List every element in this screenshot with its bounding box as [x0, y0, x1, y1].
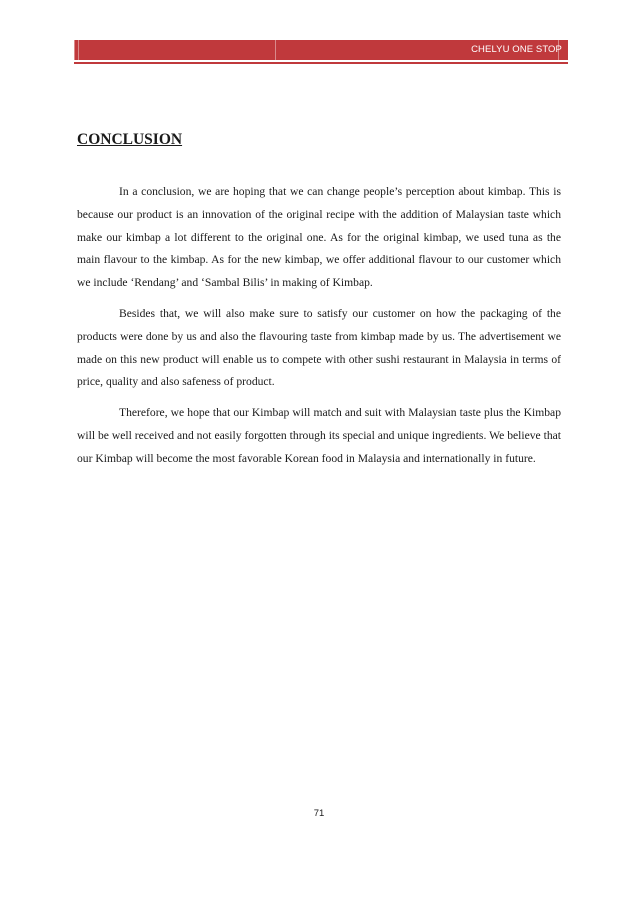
page-title: CONCLUSION: [77, 131, 183, 148]
header-title: CHELYU ONE STOP: [471, 44, 562, 55]
document-body: [77, 130, 561, 479]
paragraph-1: In a conclusion, we are hoping that we can change people’s perception about kimbap. This is because our product is an innovation of the original recipe with the addition of Malaysian taste which make our kimbap a lot different to the original one. As for the original kimbap, we used tuna as the main flavour to the kimbap. As for the new kimbap, we offer additional flavour to our customer which we include ‘Rendang’ and ‘Sambal Bilis’ in making of Kimbap.: [77, 185, 561, 290]
paragraph-2: Besides that, we will also make sure to satisfy our customer on how the packaging of the products were done by us and also the flavouring taste from kimbap made by us. The advertisement we made on this new product will enable us to compete with other sushi restaurant in Malaysia in terms of price, quality and also safeness of product.: [77, 306, 561, 389]
header-divider: [74, 62, 568, 64]
page-number: 71: [313, 808, 325, 819]
header-bar: [74, 40, 568, 60]
header-cell: [79, 40, 276, 60]
paragraph-3: Therefore, we hope that our Kimbap will match and suit with Malaysian taste plus the Kimbap will be well received and not easily forgotten through its special and unique ingredients. We believe that our Kimbap will become the most favorable Korean food in Malaysia and internationally in future.: [77, 406, 561, 465]
